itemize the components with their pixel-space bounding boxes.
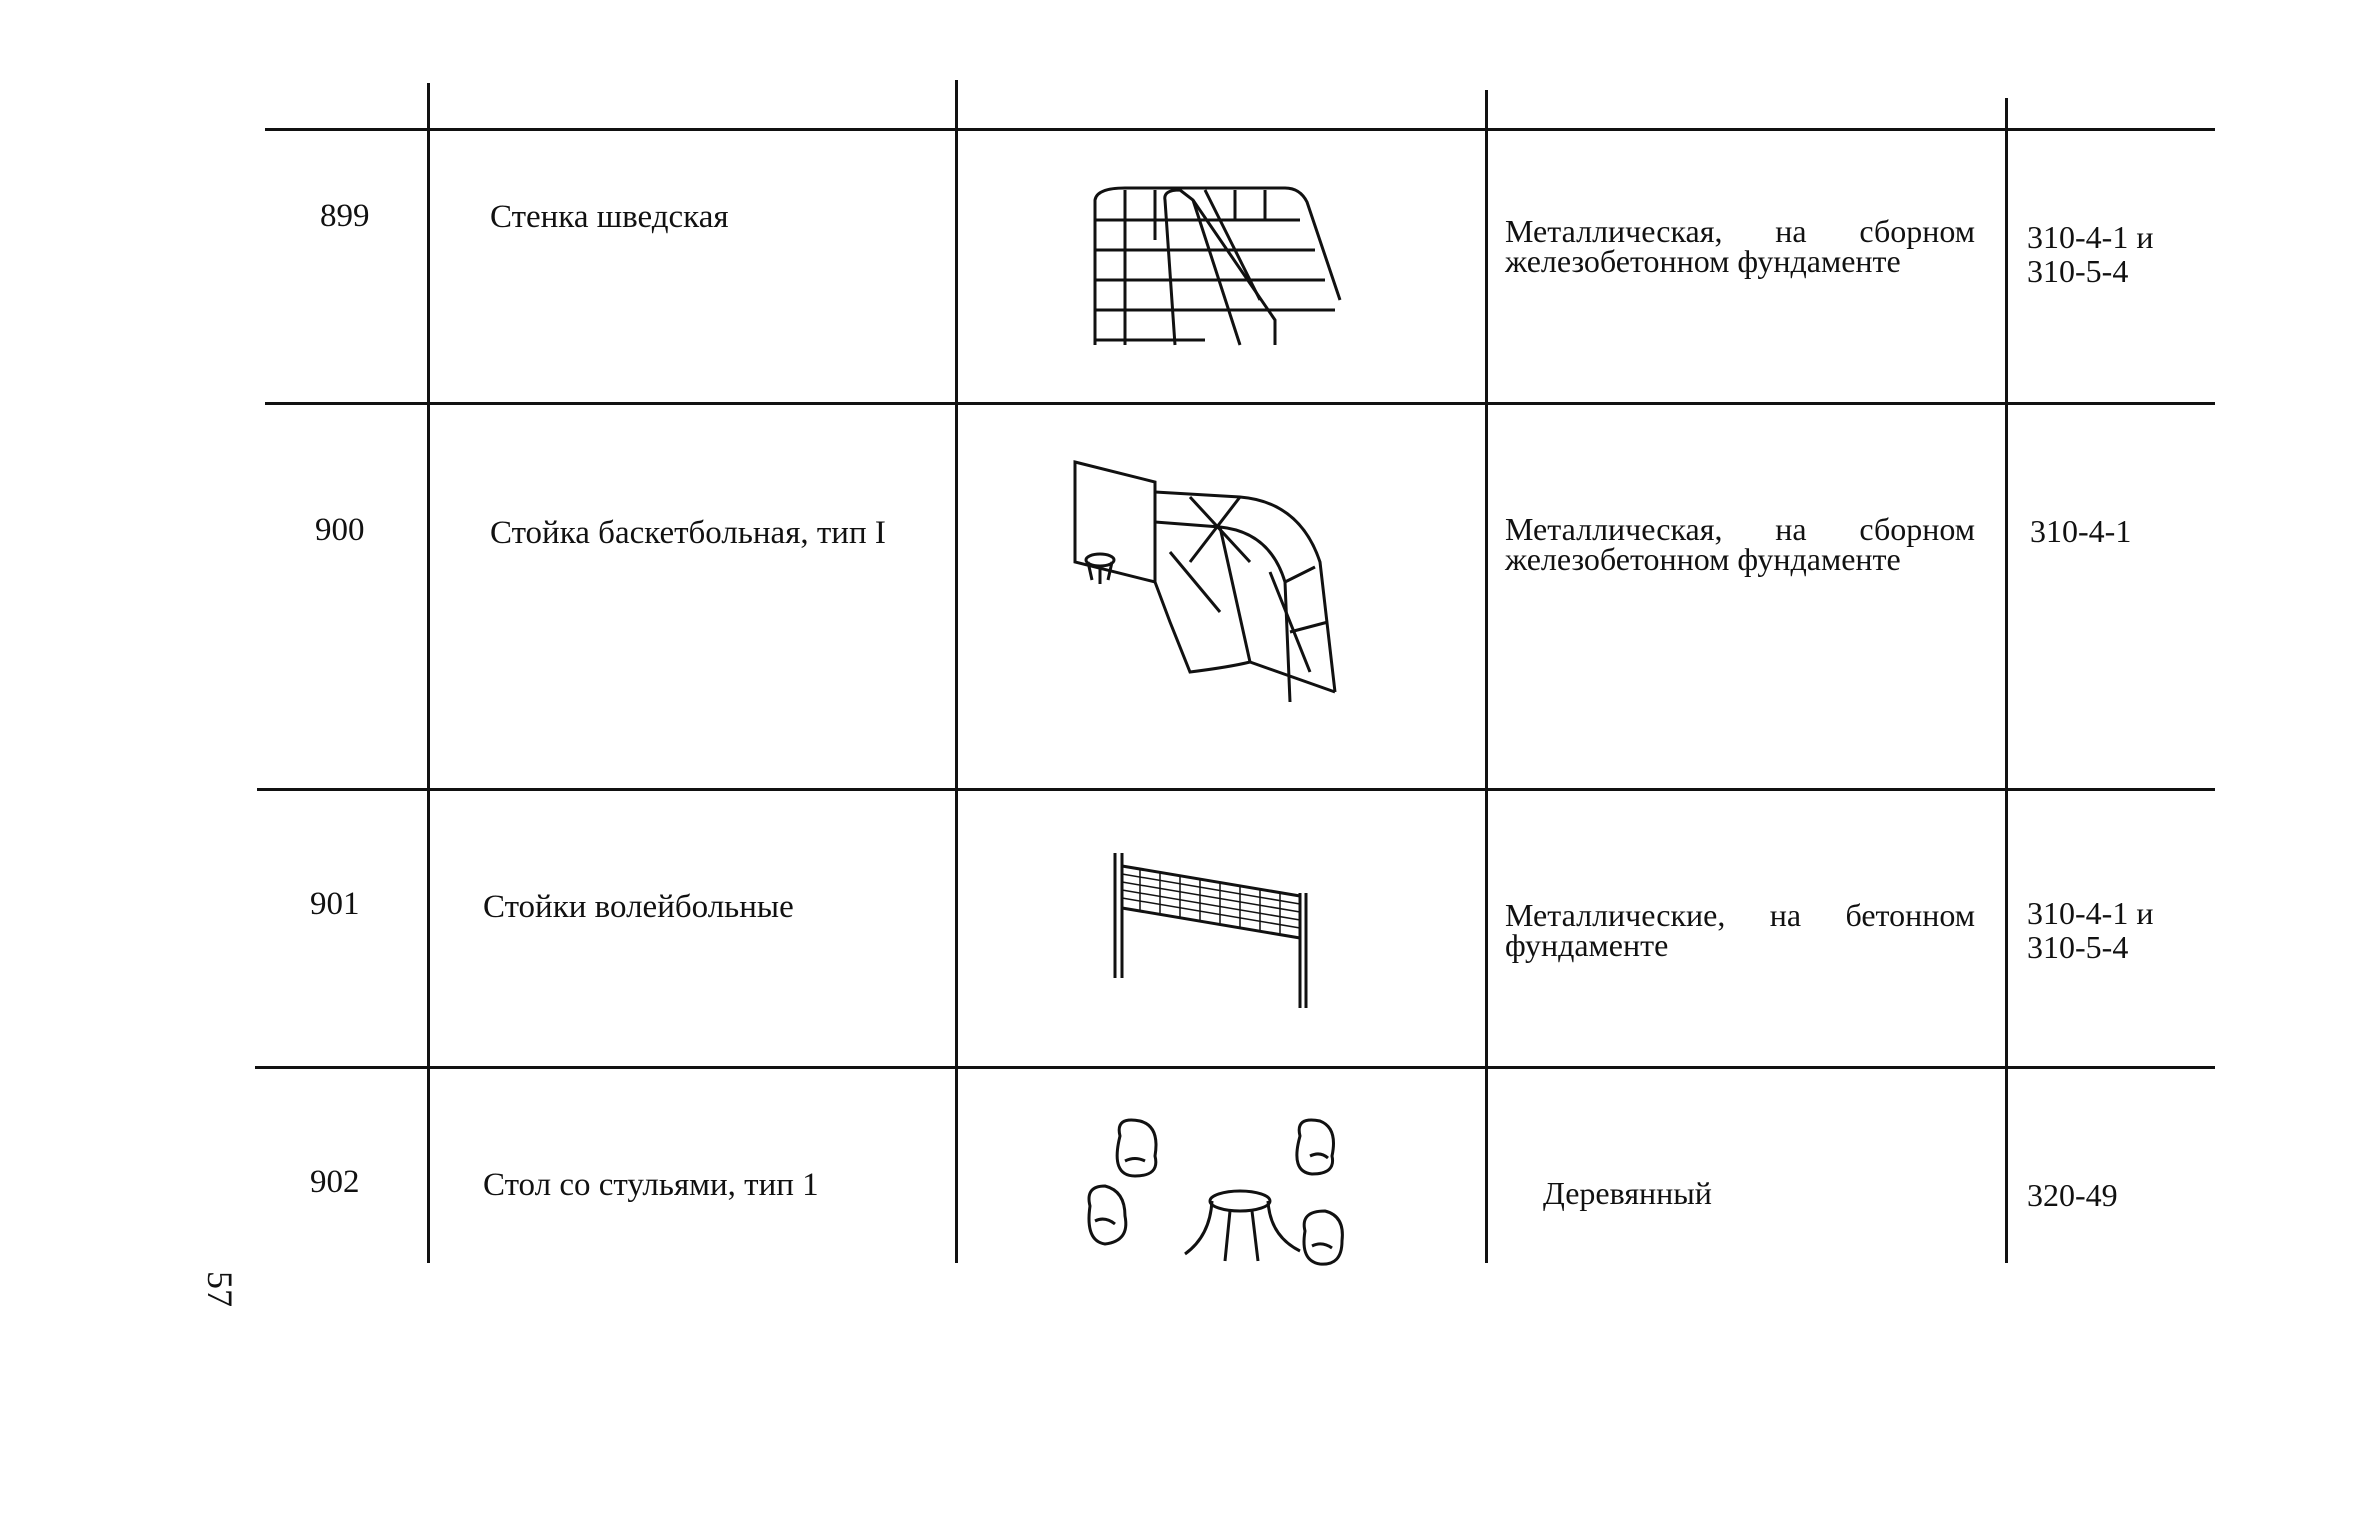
table-row	[265, 788, 2215, 1066]
item-code: 310-4-1	[2030, 513, 2132, 549]
table-row	[265, 128, 2215, 402]
item-name: Стойка баскетбольная, тип I	[490, 515, 886, 551]
item-number: 902	[310, 1164, 360, 1200]
volleyball-net-icon	[1110, 848, 1310, 1008]
item-code: 320-49	[2027, 1177, 2118, 1213]
table-row	[265, 1066, 2215, 1266]
item-description: Деревянный	[1543, 1175, 1712, 1211]
item-name: Стенка шведская	[490, 199, 729, 235]
table-row	[265, 402, 2215, 788]
item-code: 310-4-1 и 310-5-4	[2027, 895, 2154, 965]
swedish-wall-icon	[1085, 180, 1345, 350]
table-chairs-icon	[1080, 1116, 1360, 1276]
page-number: 57	[200, 1271, 240, 1307]
item-name: Стол со стульями, тип 1	[483, 1167, 819, 1203]
item-number: 899	[320, 198, 370, 234]
basketball-stand-icon	[1070, 452, 1360, 712]
item-number: 901	[310, 886, 360, 922]
item-name: Стойки волейбольные	[483, 889, 794, 925]
item-number: 900	[315, 512, 365, 548]
item-description: Металлическая, на сборном железобетонном фундаменте	[1505, 511, 1975, 577]
item-code: 310-4-1 и 310-5-4	[2027, 219, 2154, 289]
item-description: Металлические, на бетонном фундаменте	[1505, 897, 1975, 963]
item-description: Металлическая, на сборном железобетонном фундаменте	[1505, 213, 1975, 279]
